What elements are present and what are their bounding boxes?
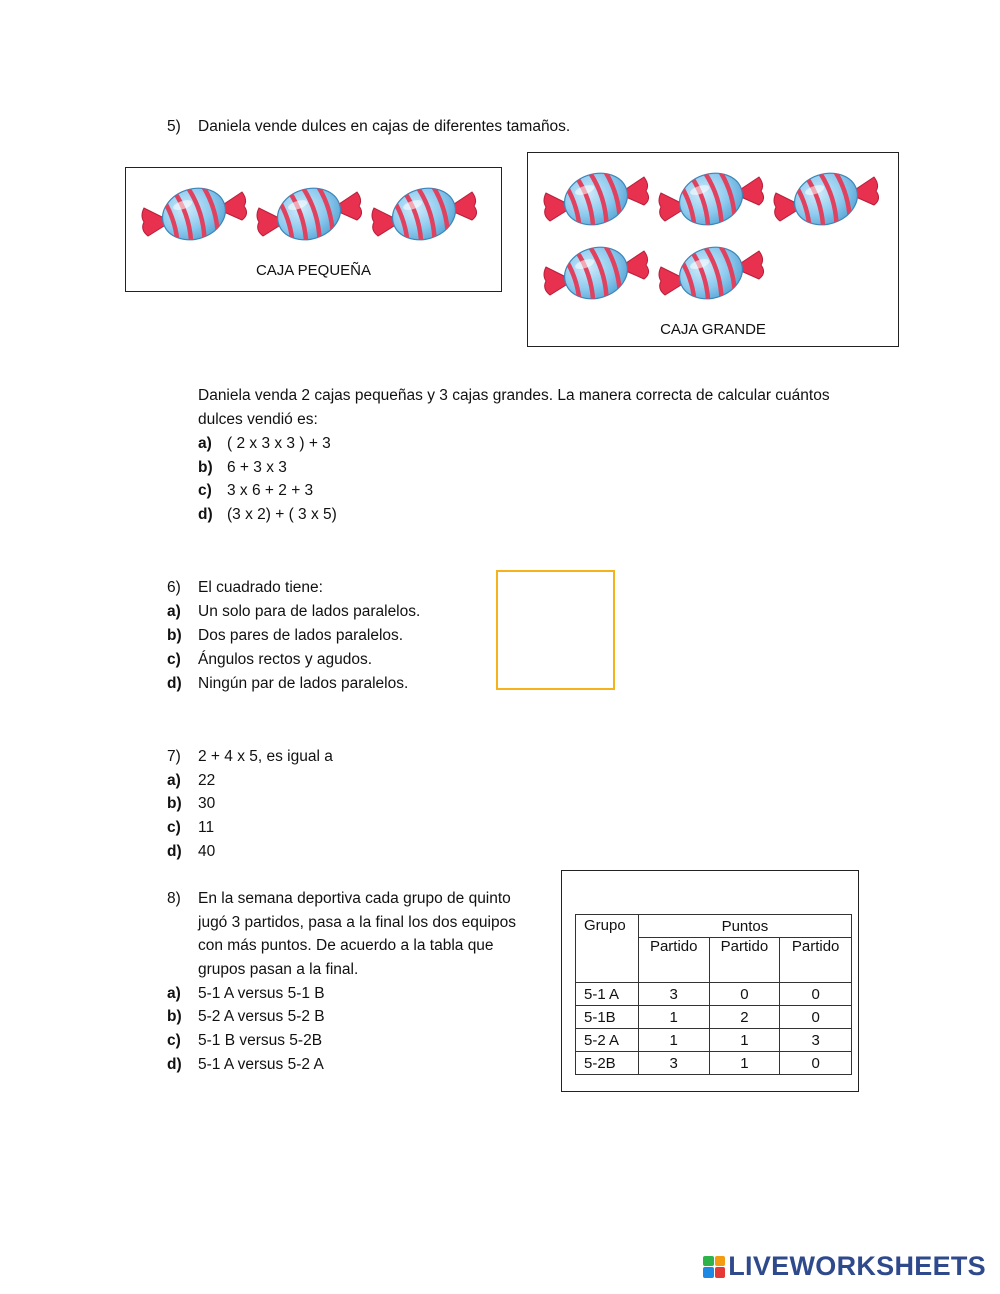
- q5-option-b[interactable]: 6 + 3 x 3: [227, 459, 287, 476]
- q6-option-c[interactable]: Ángulos rectos y agudos.: [198, 651, 373, 668]
- candy-icon: [138, 182, 250, 246]
- liveworksheets-logo[interactable]: [703, 1251, 986, 1282]
- q5-option-a[interactable]: ( 2 x 3 x 3 ) + 3: [227, 435, 331, 452]
- points-cell: 0: [709, 983, 780, 1006]
- match-header: Partido: [709, 938, 780, 961]
- group-header: Grupo: [576, 915, 639, 983]
- q6-number: 6): [167, 579, 181, 596]
- q8-option-d[interactable]: 5-1 A versus 5-2 A: [198, 1056, 324, 1073]
- large-candy-box: [527, 152, 899, 347]
- table-row: [576, 983, 852, 1006]
- q6-prompt: El cuadrado tiene:: [198, 579, 323, 596]
- candy-icon: [540, 241, 652, 305]
- points-cell: 3: [780, 1029, 852, 1052]
- points-table: [575, 914, 852, 1075]
- points-cell: 0: [780, 1052, 852, 1075]
- points-cell: 1: [638, 1029, 709, 1052]
- q5-text-line2: dulces vendió es:: [198, 411, 318, 428]
- group-cell: 5-1B: [576, 1006, 639, 1029]
- large-box-label: CAJA GRANDE: [660, 321, 766, 338]
- small-box-label: CAJA PEQUEÑA: [255, 262, 372, 279]
- table-row: [576, 1052, 852, 1075]
- q8-number: 8): [167, 890, 181, 907]
- q7-option-d-letter: d): [167, 843, 182, 860]
- q7-option-c-letter: c): [167, 819, 181, 836]
- q5-option-a-letter: a): [198, 435, 212, 452]
- q7-option-b-letter: b): [167, 795, 182, 812]
- q8-option-a[interactable]: 5-1 A versus 5-1 B: [198, 985, 325, 1002]
- table-row: [576, 1006, 852, 1029]
- points-cell: 0: [780, 983, 852, 1006]
- points-cell: 0: [780, 1006, 852, 1029]
- candy-icon: [655, 167, 767, 231]
- points-cell: 3: [638, 983, 709, 1006]
- logo-mark-icon: [703, 1256, 725, 1278]
- candy-icon: [253, 182, 365, 246]
- table-row: [576, 1029, 852, 1052]
- group-cell: 5-1 A: [576, 983, 639, 1006]
- points-cell: 2: [709, 1006, 780, 1029]
- q5-prompt: Daniela vende dulces en cajas de diferentes tamaños.: [198, 118, 571, 135]
- q6-option-b-letter: b): [167, 627, 182, 644]
- q6-option-d-letter: d): [167, 675, 182, 692]
- points-header: Puntos: [638, 915, 851, 938]
- candy-icon: [368, 182, 480, 246]
- logo-text: LIVEWORKSHEETS: [728, 1251, 986, 1281]
- candy-icon: [540, 167, 652, 231]
- q8-option-c[interactable]: 5-1 B versus 5-2B: [198, 1032, 323, 1049]
- q6-option-c-letter: c): [167, 651, 181, 668]
- q8-prompt-line: con más puntos. De acuerdo a la tabla que: [198, 937, 494, 954]
- q7-option-c[interactable]: 11: [198, 819, 215, 836]
- q5-option-b-letter: b): [198, 459, 213, 476]
- points-cell: 1: [709, 1029, 780, 1052]
- group-cell: 5-2B: [576, 1052, 639, 1075]
- q7-number: 7): [167, 748, 181, 765]
- match-header: Partido: [780, 938, 852, 961]
- q7-option-d[interactable]: 40: [198, 843, 216, 860]
- q7-prompt: 2 + 4 x 5, es igual a: [198, 748, 333, 765]
- q8-prompt-line: En la semana deportiva cada grupo de quinto: [198, 890, 511, 907]
- q5-number: 5): [167, 118, 181, 135]
- q7-option-a[interactable]: 22: [198, 772, 216, 789]
- points-cell: 3: [638, 1052, 709, 1075]
- q8-option-b-letter: b): [167, 1008, 182, 1025]
- q5-option-d-letter: d): [198, 506, 213, 523]
- q8-prompt-line: grupos pasan a la final.: [198, 961, 359, 978]
- candy-icon: [655, 241, 767, 305]
- square-figure: [496, 570, 615, 690]
- q6-option-a-letter: a): [167, 603, 181, 620]
- group-cell: 5-2 A: [576, 1029, 639, 1052]
- q8-option-d-letter: d): [167, 1056, 182, 1073]
- candy-icon: [770, 167, 882, 231]
- q8-prompt-line: jugó 3 partidos, pasa a la final los dos equipos: [198, 914, 516, 931]
- q5-text-line1: Daniela venda 2 cajas pequeñas y 3 cajas grandes. La manera correcta de calcular cuántos: [198, 387, 830, 404]
- q6-option-b[interactable]: Dos pares de lados paralelos.: [198, 627, 404, 644]
- match-header: Partido: [638, 938, 709, 961]
- small-candy-box: [125, 167, 502, 292]
- q7-option-b[interactable]: 30: [198, 795, 216, 812]
- points-cell: 1: [709, 1052, 780, 1075]
- q8-option-a-letter: a): [167, 985, 181, 1002]
- q6-option-d[interactable]: Ningún par de lados paralelos.: [198, 675, 409, 692]
- q5-option-d[interactable]: (3 x 2) + ( 3 x 5): [227, 506, 337, 523]
- q5-option-c-letter: c): [198, 482, 212, 499]
- q7-option-a-letter: a): [167, 772, 181, 789]
- q5-option-c[interactable]: 3 x 6 + 2 + 3: [227, 482, 314, 499]
- q6-option-a[interactable]: Un solo para de lados paralelos.: [198, 603, 421, 620]
- points-cell: 1: [638, 1006, 709, 1029]
- q8-option-c-letter: c): [167, 1032, 181, 1049]
- q8-option-b[interactable]: 5-2 A versus 5-2 B: [198, 1008, 325, 1025]
